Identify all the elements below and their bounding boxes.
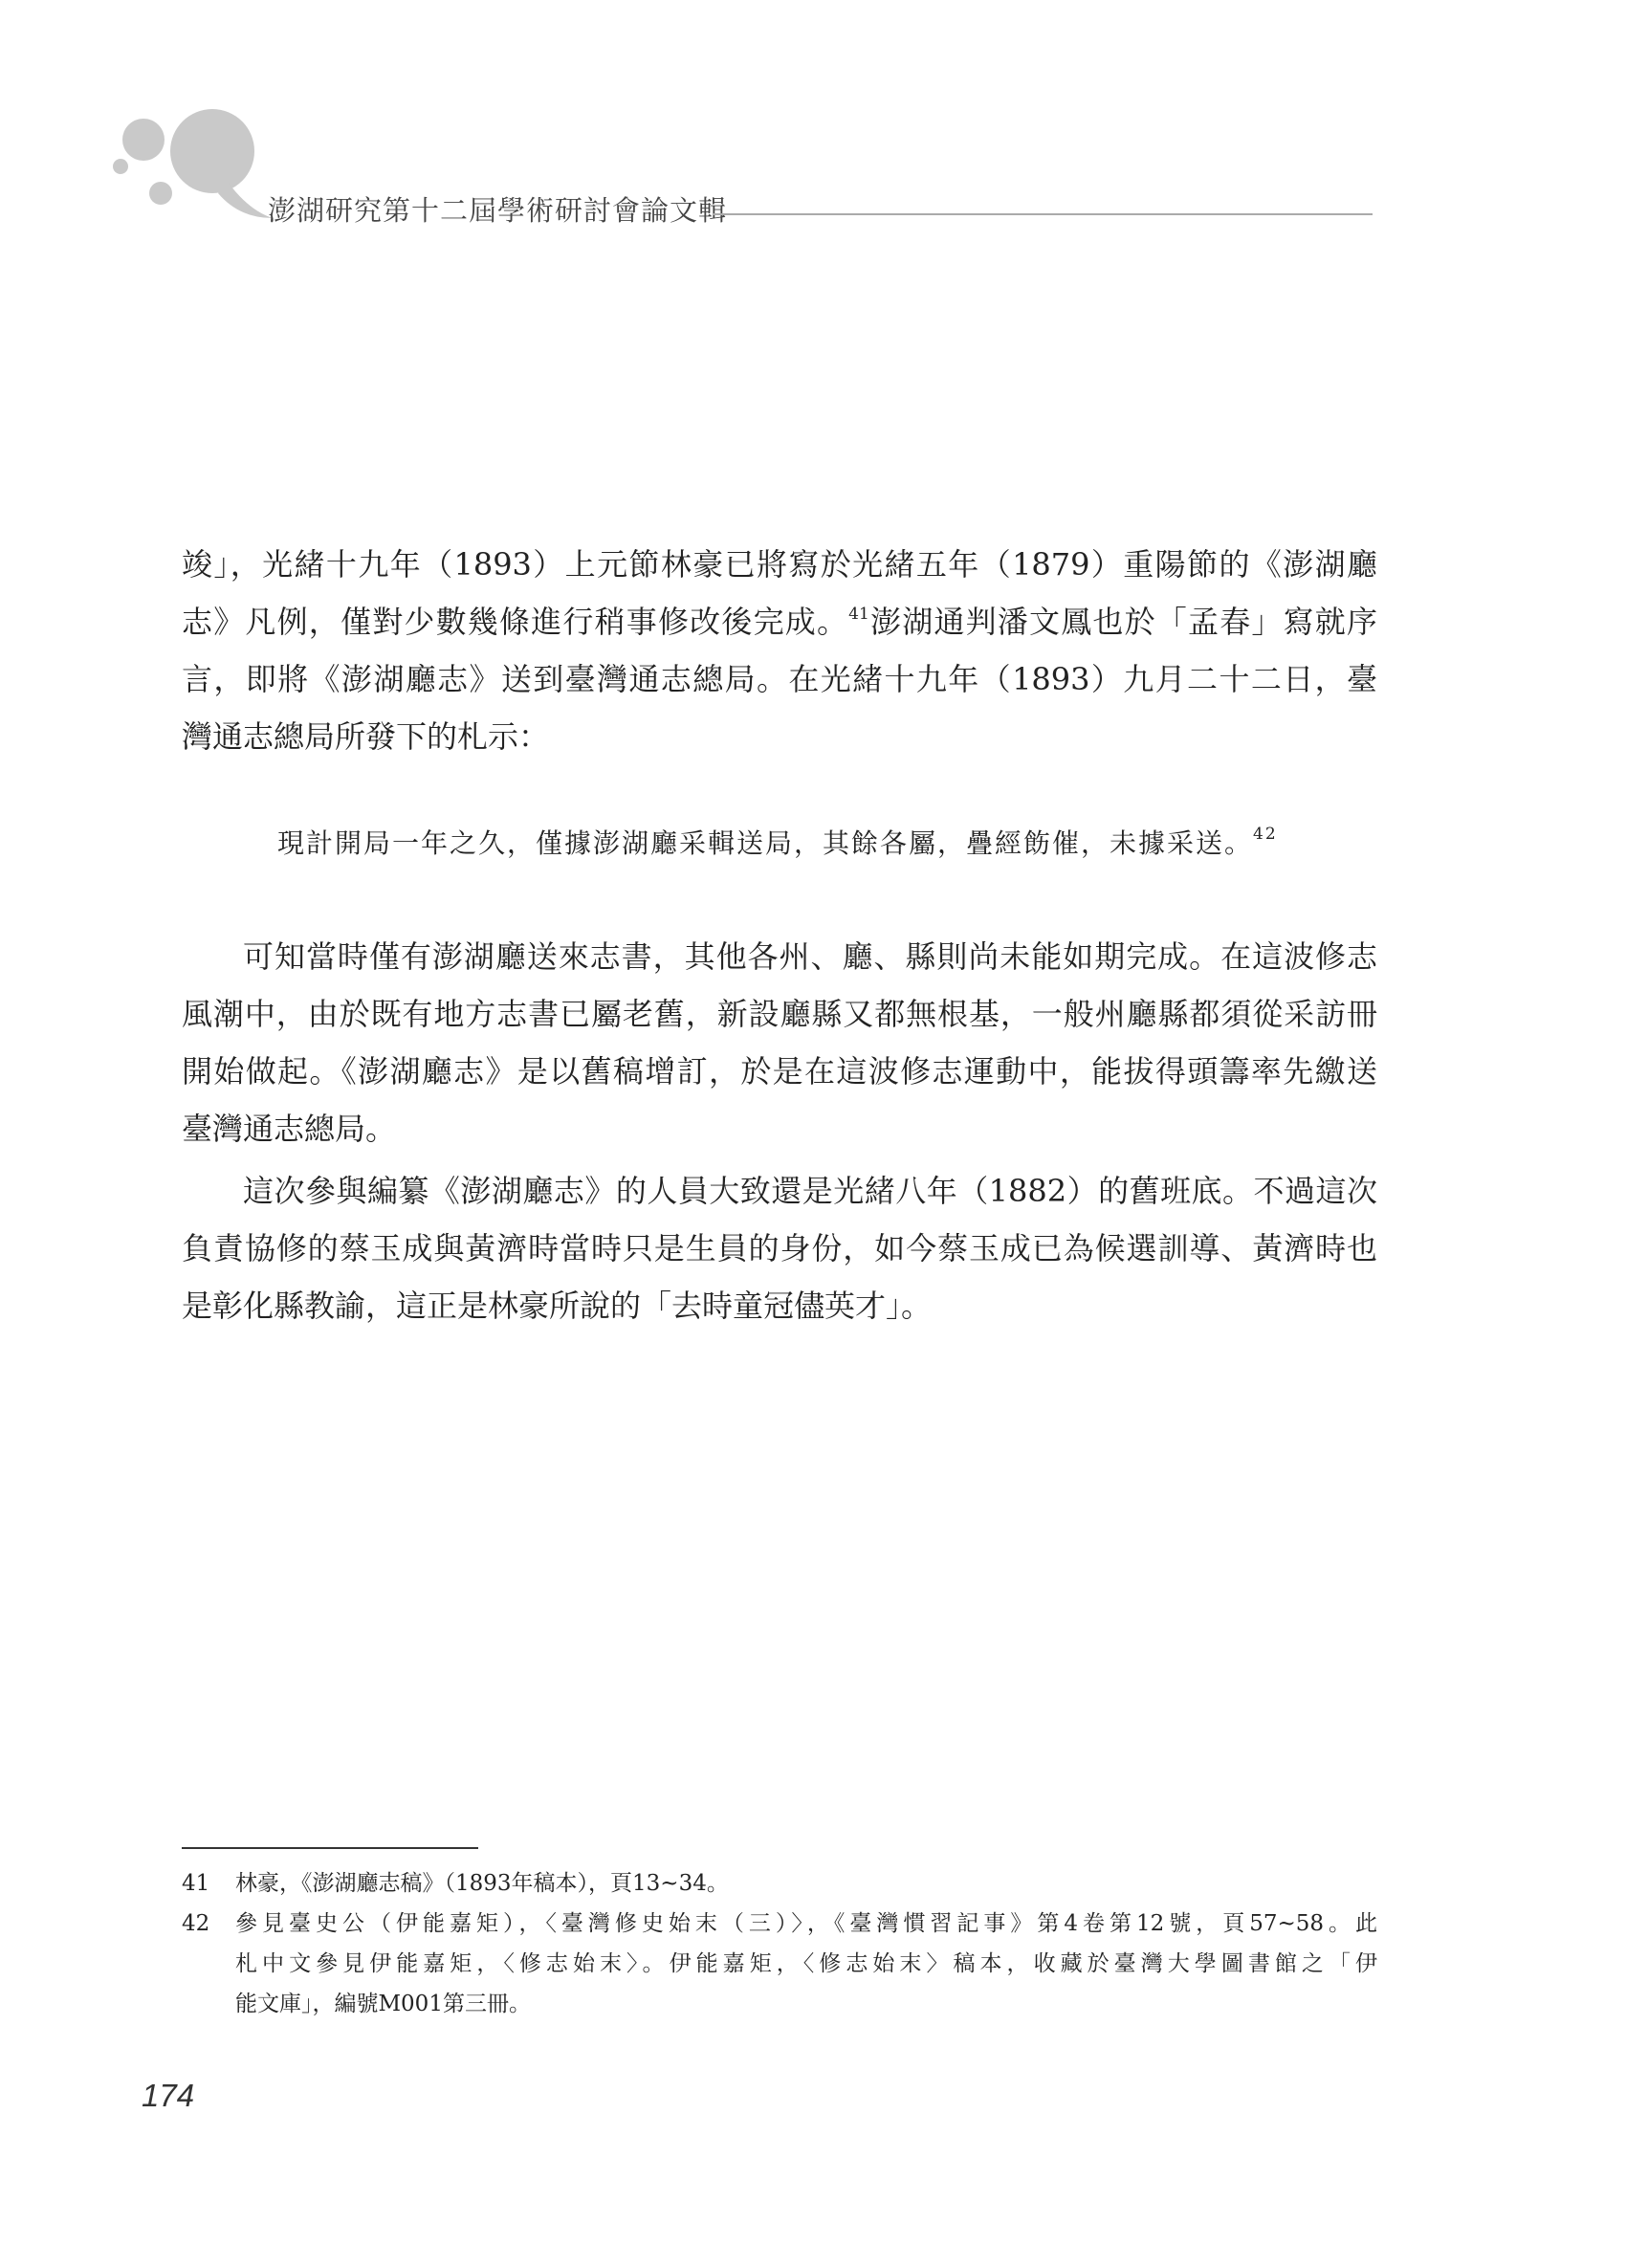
logo-bubble-large [170,109,254,193]
running-header: 澎湖研究第十二屆學術研討會論文輯 [268,194,728,227]
paragraph-3 [182,1162,1377,1334]
footnote-ref-41[interactable]: 41 [848,605,869,624]
text-line: 臺灣通志總局。 [182,1111,397,1147]
footnote-text [235,1863,1377,1904]
page-number: 174 [142,2078,195,2113]
text-line: 可知當時僅有澎湖廳送來志書，其他各州、廳、縣則尚未能如期完成。在這波修志 [243,938,1377,975]
header-rule [713,213,1373,215]
footnote-41 [182,1863,1377,1904]
text-line: 這次參與編纂《澎湖廳志》的人員大致還是光緒八年（1882）的舊班底。不過這次 [243,1173,1377,1209]
text-segment: 澎湖通判潘文鳳也於「孟春」寫就序 [868,604,1377,640]
logo-bubble-tail [218,182,273,218]
text-line: 開始做起。《澎湖廳志》是以舊稿增訂，於是在這波修志運動中，能拔得頭籌率先繳送 [182,1053,1377,1090]
logo-dot-medium [122,119,165,161]
footnote-number: 42 [182,1911,210,1936]
text-segment: 志》凡例，僅對少數幾條進行稍事修改後完成。 [182,604,849,640]
paragraph-1 [182,536,1377,765]
logo-dot-small [149,182,172,205]
footnote-rule [182,1847,478,1849]
footnote-line: 札中文參見伊能嘉矩，〈修志始末〉。伊能嘉矩，〈修志始末〉稿本，收藏於臺灣大學圖書館之「伊 [235,1951,1377,1976]
block-quote [277,823,1278,861]
quote-text: 現計開局一年之久，僅據澎湖廳采輯送局，其餘各屬，疊經飭催，未據采送。 [277,827,1254,859]
text-line: 是彰化縣教諭，這正是林豪所說的「去時童冠儘英才」。 [182,1288,933,1324]
logo-dot-tiny [113,159,128,174]
footnote-ref-42[interactable]: 42 [1253,825,1278,844]
footnote-line: 能文庫」，編號M001第三冊。 [235,1992,531,2016]
footnote-42 [182,1904,1377,2024]
text-line [182,593,1377,650]
text-line: 言，即將《澎湖廳志》送到臺灣通志總局。在光緒十九年（1893）九月二十二日，臺 [182,661,1377,697]
text-line: 灣通志總局所發下的札示： [182,718,550,755]
text-line: 竣」，光緒十九年（1893）上元節林豪已將寫於光緒五年（1879）重陽節的《澎湖廳 [182,546,1377,583]
text-line: 風潮中，由於既有地方志書已屬老舊，新設廳縣又都無根基，一般州廳縣都須從采訪冊 [182,996,1377,1032]
footnotes [182,1863,1377,2024]
footnote-text [235,1904,1377,2024]
journal-logo [105,105,277,230]
footnote-line: 林豪，《澎湖廳志稿》（1893年稿本），頁13~34。 [235,1871,729,1896]
footnote-number: 41 [182,1871,210,1896]
footnote-line: 參見臺史公（伊能嘉矩），〈臺灣修史始末（三）〉，《臺灣慣習記事》第4卷第12號，頁57~58。此 [235,1911,1377,1936]
paragraph-2 [182,928,1377,1157]
text-line: 負責協修的蔡玉成與黃濟時當時只是生員的身份，如今蔡玉成已為候選訓導、黃濟時也 [182,1230,1377,1266]
